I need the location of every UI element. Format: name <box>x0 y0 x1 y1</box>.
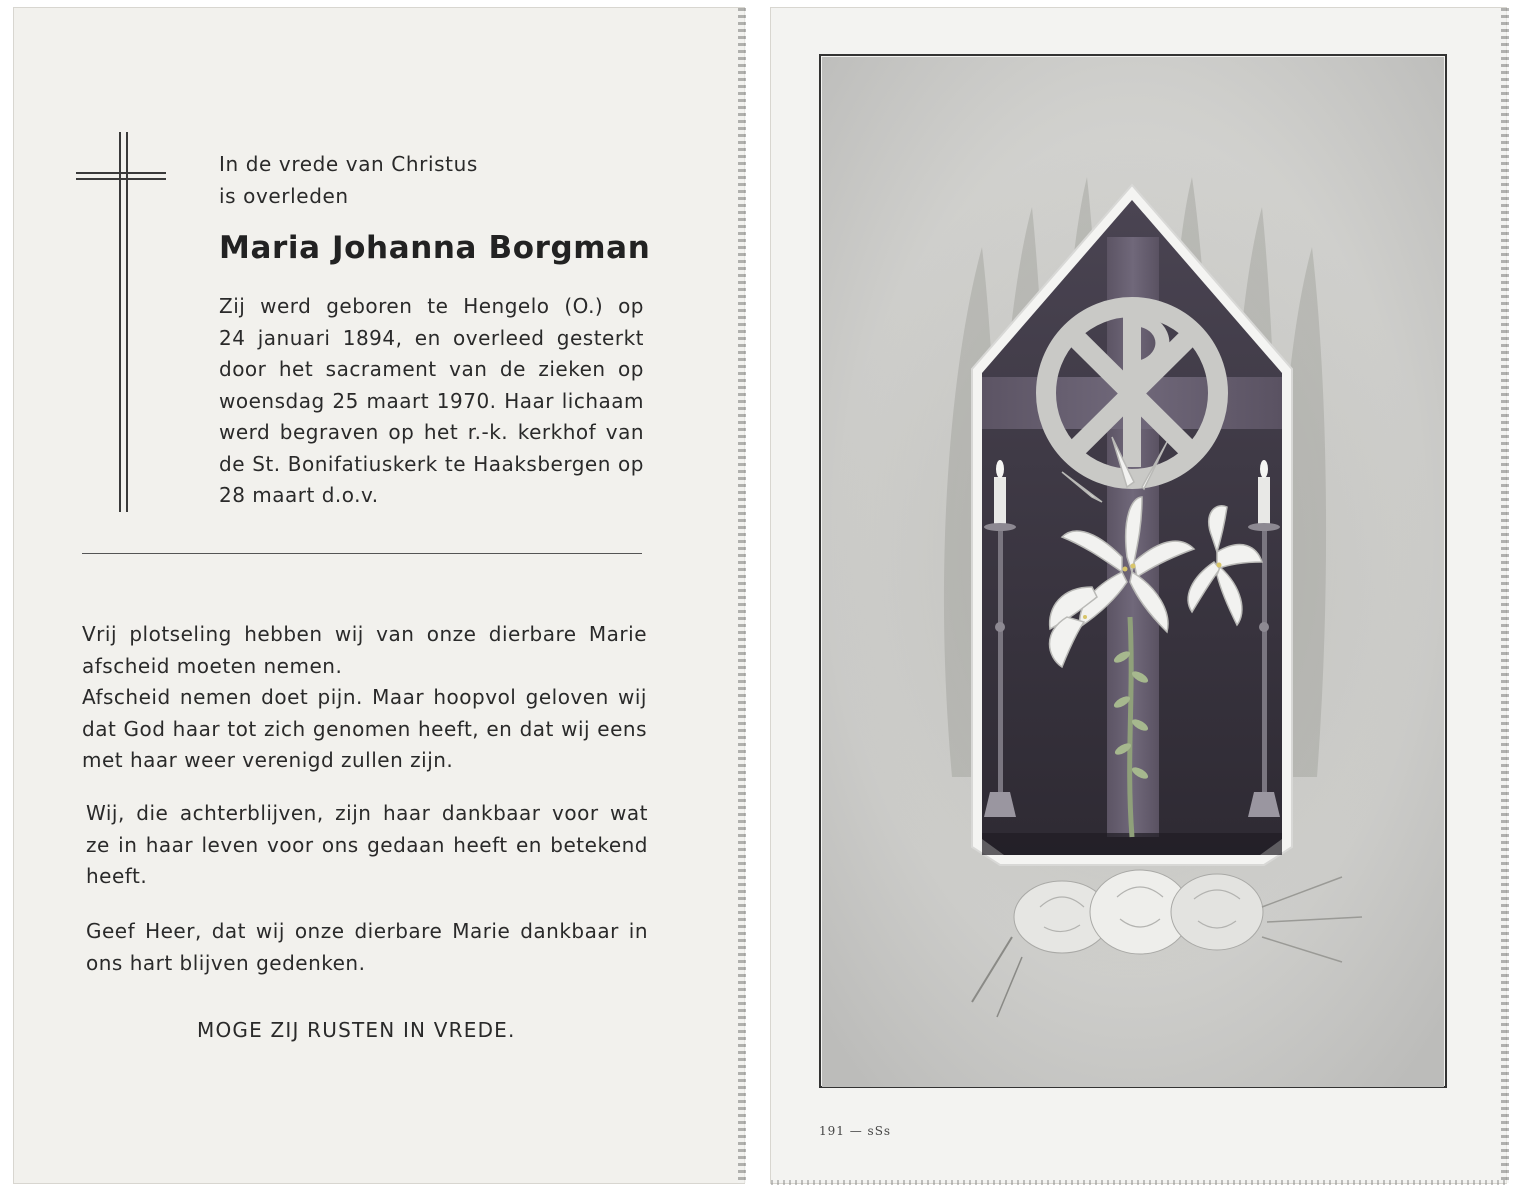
print-code: 191 — sSs <box>819 1124 892 1138</box>
devotional-illustration <box>822 57 1444 1087</box>
paragraph-line: Wij, die achterblijven, zijn haar dankbaar voor wat <box>86 801 648 825</box>
bio-line: werd begraven op het r.-k. kerkhof van <box>219 420 644 444</box>
prayer-card-picture-side <box>771 8 1506 1183</box>
paragraph-line: ze in haar leven voor ons gedaan heeft en betekend <box>86 832 648 857</box>
bio-line: 28 maart d.o.v. <box>219 483 379 507</box>
bio-line: de St. Bonifatiuskerk te Haaksbergen op <box>219 451 644 476</box>
deceased-name: Maria Johanna Borgman <box>219 230 651 266</box>
bio-line: 24 januari 1894, en overleed gesterkt <box>219 325 644 350</box>
bio-line: woensdag 25 maart 1970. Haar lichaam <box>219 388 644 413</box>
paragraph-line: dat God haar tot zich genomen heeft, en dat wij eens <box>82 716 647 741</box>
paragraph-farewell <box>82 619 647 777</box>
intro-line-1: In de vrede van Christus <box>219 152 478 176</box>
intro-line-2: is overleden <box>219 184 349 208</box>
bio-line: Zij werd geboren te Hengelo (O.) op <box>219 294 644 318</box>
closing-line: MOGE ZIJ RUSTEN IN VREDE. <box>197 1018 516 1042</box>
illustration-svg <box>822 57 1444 1087</box>
paragraph-prayer <box>86 916 648 979</box>
section-divider <box>82 553 642 554</box>
paragraph-line: Afscheid nemen doet pijn. Maar hoopvol geloven wij <box>82 685 647 709</box>
torn-edge <box>1501 8 1509 1183</box>
paragraph-line: ons hart blijven gedenken. <box>86 950 366 975</box>
paragraph-line: afscheid moeten nemen. <box>82 653 343 678</box>
torn-edge-bottom <box>771 1180 1506 1185</box>
paragraph-line: Vrij plotseling hebben wij van onze dierbare Marie <box>82 622 647 646</box>
paragraph-gratitude <box>86 798 648 893</box>
cross-icon <box>76 132 168 512</box>
paragraph-line: met haar weer verenigd zullen zijn. <box>82 748 454 772</box>
biography <box>219 291 644 512</box>
prayer-card-text-side <box>14 8 744 1183</box>
bio-line: door het sacrament van de zieken op <box>219 357 644 381</box>
paragraph-line: heeft. <box>86 864 148 888</box>
torn-edge <box>738 8 746 1183</box>
paragraph-line: Geef Heer, dat wij onze dierbare Marie dankbaar in <box>86 919 648 943</box>
